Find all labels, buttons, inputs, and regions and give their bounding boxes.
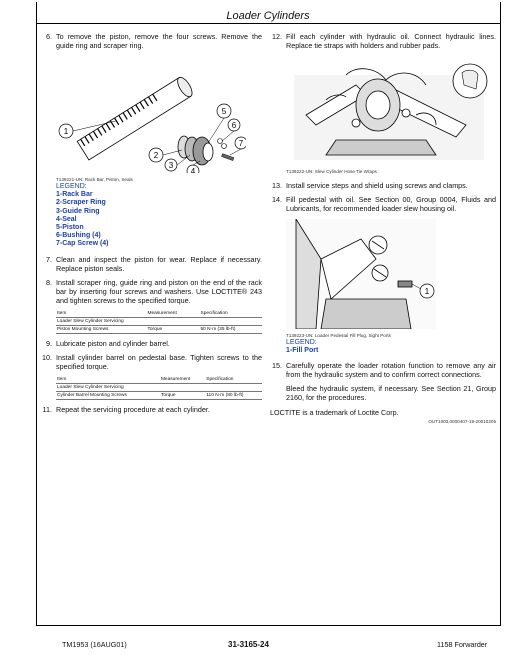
trademark-note: LOCTITE is a trademark of Loctite Corp. (270, 408, 399, 418)
step-15-note: Bleed the hydraulic system, if necessary. See Section 21, Group 2160, for the procedures. (286, 384, 496, 403)
footer-manual-id: TM1953 (16AUG01) (62, 640, 127, 649)
step-15: 15. Carefully operate the loader rotation function to remove any air from the hydraulic system and to confirm correct connections. (272, 361, 496, 380)
legend-item: 5-Piston (56, 224, 84, 232)
figure-caption: T139221-UN: Rack Bar, Piston, Seals (56, 177, 133, 182)
callout-5: 5 (221, 107, 227, 116)
callout-7: 7 (238, 139, 244, 148)
legend-item: 2-Scraper Ring (56, 199, 106, 207)
legend-item: 4-Seal (56, 215, 77, 223)
step-13: 13. Install service steps and shield using screws and clamps. (272, 181, 468, 190)
legend-item: 7-Cap Screw (4) (56, 240, 109, 248)
callout-4: 4 (190, 167, 196, 173)
slew-cylinder-illustration (286, 55, 492, 165)
figure-slew-cylinder (286, 55, 496, 167)
left-column (40, 32, 262, 419)
step-6: 6. To remove the piston, remove the four screws. Remove the guide ring and scraper ring. (46, 32, 262, 50)
callout-2: 2 (153, 151, 159, 160)
step-11: 11. Repeat the servicing procedure at each cylinder. (42, 404, 210, 414)
step-9: 9. Lubricate piston and cylinder barrel. (46, 338, 170, 348)
figure-rack-bar-piston (56, 55, 262, 175)
legend-item: 1-Rack Bar (56, 191, 93, 199)
legend (56, 183, 262, 249)
legend-item: 6-Bushing (4) (56, 232, 101, 240)
spec-table: Item Measurement Specification Loader Slew Cylinder Servicing Cylinder Barrel Mounting Screws Torque 110 N·m (80 lb-ft) (56, 376, 262, 400)
figure-caption: T139223-UN: Loader Pedestal Fill Plug, Sight Ports (286, 333, 391, 338)
document-id: OUT1003,0000407-19-20010205 (428, 419, 496, 425)
legend-item: 3-Guide Ring (56, 207, 100, 215)
step-8: 8. Install scraper ring, guide ring and piston on the end of the rack bar by inserting four screws and washers. Use LOCTITE® 243 and tighten screws to the specified torque. (46, 277, 262, 305)
step-12: 12. Fill each cylinder with hydraulic oil. Connect hydraulic lines. Replace tie straps with holders and rubber pads. (272, 32, 496, 50)
pedestal-illustration (286, 219, 436, 329)
footer-machine: 1158 Forwarder (437, 640, 488, 649)
page-title: Loader Cylinders (36, 10, 500, 24)
step-14: 14. Fill pedestal with oil. See Section 00, Group 0004, Fluids and Lubricants, for recommended loader slew housing oil. (272, 195, 496, 213)
callout-1: 1 (424, 287, 430, 296)
step-7: 7. Clean and inspect the piston for wear. Replace if necessary. Replace piston seals. (46, 254, 262, 273)
footer-page-number: 31-3165-24 (228, 640, 269, 649)
callout-3: 3 (168, 161, 174, 170)
step-10: 10. Install cylinder barrel on pedestal base. Tighten screws to the specified torque. (42, 352, 262, 371)
figure-loader-pedestal (286, 219, 496, 331)
spec-table: Item Measurement Specification Loader Slew Cylinder Servicing Piston Mounting Screws Torque 50 N·m (35 lb-ft) (56, 310, 262, 334)
legend-item: 1-Fill Port (286, 347, 319, 355)
legend-title: LEGEND: (56, 183, 87, 190)
rack-bar-illustration (56, 55, 246, 173)
callout-1: 1 (63, 127, 69, 136)
legend (286, 339, 496, 355)
legend-title: LEGEND: (286, 339, 317, 346)
callout-6: 6 (231, 121, 237, 130)
right-column (270, 32, 496, 426)
figure-caption: T139222-UN: Slew Cylinder Hose Tie Wraps (286, 169, 377, 174)
